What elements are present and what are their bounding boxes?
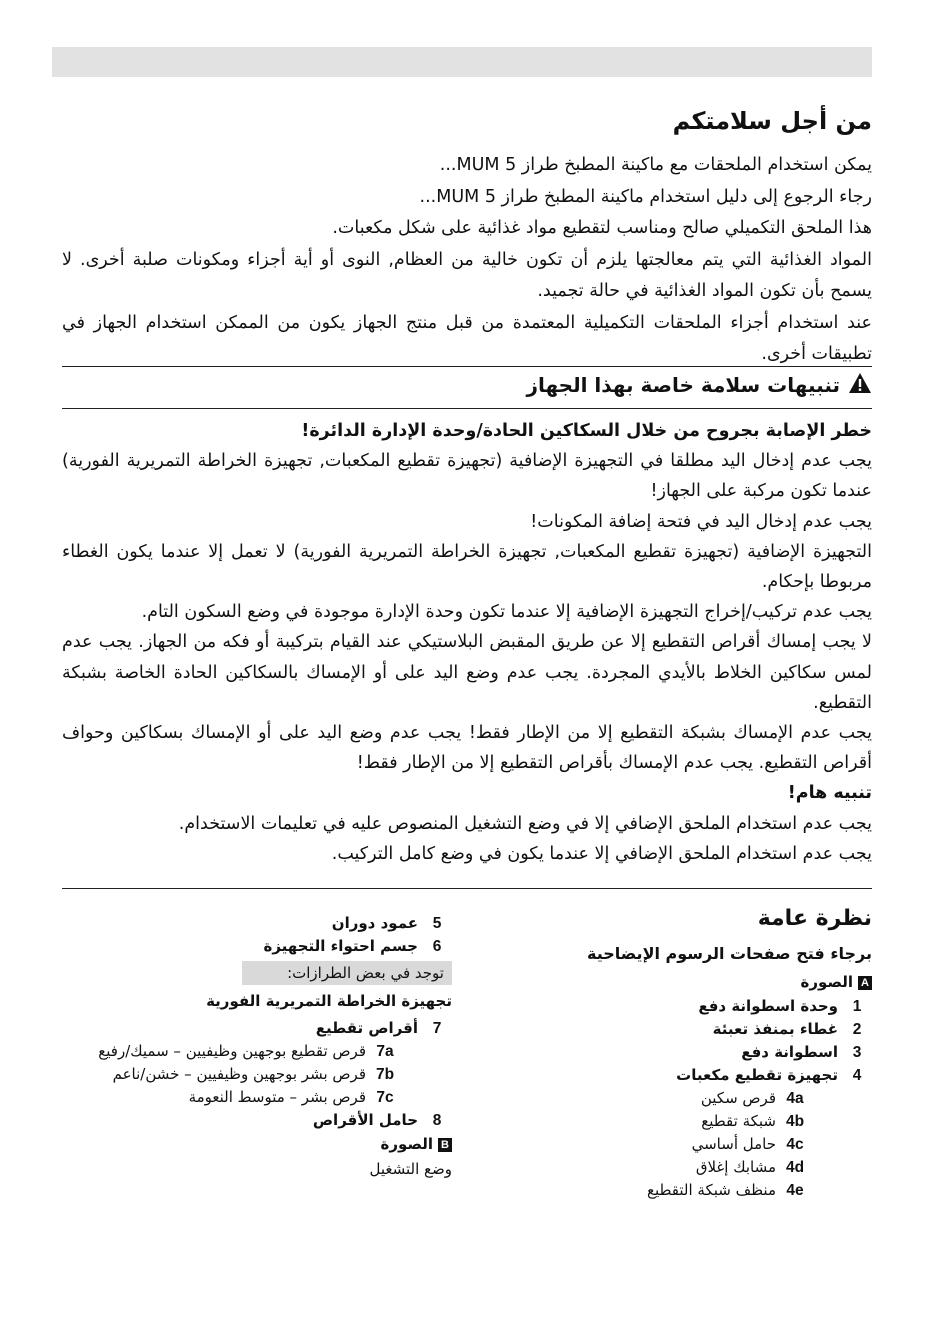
item-label: عمود دوران xyxy=(331,914,418,932)
warning-paragraph: يجب عدم استخدام الملحق الإضافي إلا في وضع التشغيل المنصوص عليه في تعليمات الاستخدام. xyxy=(178,813,872,834)
list-subitem xyxy=(490,1110,872,1133)
item-number: 4b xyxy=(785,1113,805,1130)
safety-paragraph: هذا الملحق التكميلي صالح ومناسب لتقطيع مواد غذائية على شكل مكعبات. xyxy=(332,218,872,238)
safety-paragraph: يمكن استخدام الملحقات مع ماكينة المطبخ طراز MUM 5... xyxy=(439,155,872,175)
operating-mode-text: وضع التشغيل xyxy=(369,1160,452,1178)
list-item xyxy=(490,995,872,1018)
warning-triangle-icon xyxy=(848,372,872,398)
item-label: حامل الأقراص xyxy=(312,1111,418,1129)
list-subitem xyxy=(62,1040,452,1063)
list-subitem xyxy=(490,1087,872,1110)
figure-label-text: الصورة xyxy=(800,973,853,991)
item-label: اسطوانة دفع xyxy=(741,1043,838,1061)
safety-paragraph: المواد الغذائية التي يتم معالجتها يلزم أن تكون خالية من العظام, النوى أو أية أجزاء ومكونات صلبة أخرى. لا يسمح بأن تكون المواد الغذائية في حالة تجميد. xyxy=(62,249,872,301)
item-number: 7a xyxy=(376,1043,394,1060)
notice-title: تنبيه هام! xyxy=(787,783,872,804)
item-label: غطاء بمنفذ تعبئة xyxy=(712,1020,838,1038)
item-number: 5 xyxy=(432,915,442,932)
item-number: 6 xyxy=(432,938,442,955)
list-subitem xyxy=(62,1086,452,1109)
item-number: 4a xyxy=(786,1090,804,1107)
list-item xyxy=(62,935,452,958)
item-number: 4 xyxy=(852,1067,862,1084)
item-number: 2 xyxy=(852,1021,862,1038)
item-label: قرص سكين xyxy=(700,1089,776,1107)
item-label: أقراص تقطيع xyxy=(315,1019,418,1037)
list-subitem xyxy=(490,1133,872,1156)
item-number: 3 xyxy=(852,1044,862,1061)
item-number: 7b xyxy=(375,1066,395,1083)
warning-paragraph: التجهيزة الإضافية (تجهيزة تقطيع المكعبات, تجهيزة الخراطة التمريرية الفورية) لا تعمل إلا عندما يكون الغطاء مربوطا بإحكام. xyxy=(62,541,872,593)
warning-paragraph: يجب عدم تركيب/إخراج التجهيزة الإضافية إلا عندما تكون وحدة الإدارة موجودة في وضع السكون التام. xyxy=(141,602,872,623)
overview-title: نظرة عامة xyxy=(757,906,872,931)
parts-section xyxy=(62,912,452,1181)
item-label: قرص بشر بوجهين وظيفيين – خشن/ناعم xyxy=(112,1065,366,1083)
group-title: تجهيزة الخراطة التمريرية الفورية xyxy=(206,992,452,1010)
item-label: قرص تقطيع بوجهين وظيفيين – سميك/رفيع xyxy=(98,1042,366,1060)
list-subitem xyxy=(62,1063,452,1086)
item-number: 4e xyxy=(786,1182,804,1199)
list-item xyxy=(62,912,452,935)
safety-paragraph: رجاء الرجوع إلى دليل استخدام ماكينة المطبخ طراز MUM 5... xyxy=(419,186,872,207)
figure-label xyxy=(490,970,872,995)
divider xyxy=(62,408,872,409)
item-number: 4c xyxy=(786,1136,804,1153)
warning-paragraph: يجب عدم استخدام الملحق الإضافي إلا عندما يكون في وضع كامل التركيب. xyxy=(331,843,872,864)
item-number: 8 xyxy=(432,1112,442,1129)
item-number: 7c xyxy=(376,1089,394,1106)
figure-label xyxy=(62,1132,452,1157)
item-label: حامل أساسي xyxy=(691,1135,776,1153)
divider xyxy=(62,366,872,367)
figure-letter-badge: B xyxy=(438,1138,452,1152)
list-item xyxy=(62,1017,452,1040)
list-item xyxy=(490,1064,872,1087)
overview-subtitle: برجاء فتح صفحات الرسوم الإيضاحية xyxy=(587,944,872,963)
figure-letter-badge: A xyxy=(858,976,872,990)
list-item xyxy=(490,1018,872,1041)
item-number: 7 xyxy=(432,1020,442,1037)
item-label: قرص بشر – متوسط النعومة xyxy=(188,1088,366,1106)
item-label: وحدة اسطوانة دفع xyxy=(698,997,838,1015)
item-label: مشابك إغلاق xyxy=(695,1158,776,1176)
warning-heading-text: تنبيهات سلامة خاصة بهذا الجهاز xyxy=(526,373,840,397)
warning-paragraph: لا يجب إمساك أقراص التقطيع إلا عن طريق المقبض البلاستيكي عند القيام بتركيبة أو فكه من الجهاز. يجب عدم لمس سكاكين الخلاط بالأيدي المجردة. يجب عدم وضع اليد على أو الإمساك بالسكاكين الحادة الخاصة بشبكة التقطيع. xyxy=(62,632,872,713)
item-number: 1 xyxy=(852,998,862,1015)
item-label: تجهيزة تقطيع مكعبات xyxy=(676,1066,838,1084)
item-label: شبكة تقطيع xyxy=(701,1112,776,1130)
list-subitem xyxy=(490,1179,872,1202)
list-item xyxy=(62,1109,452,1132)
danger-title: خطر الإصابة بجروح من خلال السكاكين الحادة/وحدة الإدارة الدائرة! xyxy=(301,421,872,441)
warning-paragraph: يجب عدم إدخال اليد في فتحة إضافة المكونات! xyxy=(530,511,872,532)
warning-paragraph: يجب عدم إدخال اليد مطلقا في التجهيزة الإضافية (تجهيزة تقطيع المكعبات, تجهيزة الخراطة التمريرية الفورية) عندما تكون مركبة على الجهاز! xyxy=(62,451,872,502)
item-number: 4d xyxy=(785,1159,805,1176)
overview-section xyxy=(490,904,872,1202)
warning-section xyxy=(62,416,872,869)
section-title: من أجل سلامتكم xyxy=(672,107,872,135)
figure-label-text: الصورة xyxy=(380,1135,433,1153)
warning-heading xyxy=(62,370,872,400)
item-label: منظف شبكة التقطيع xyxy=(646,1181,776,1199)
item-label: جسم احتواء التجهيزة xyxy=(263,937,418,955)
warning-paragraph: يجب عدم الإمساك بشبكة التقطيع إلا من الإطار فقط! يجب عدم وضع اليد على أو الإمساك بسكاكين وحواف أقراص التقطيع. يجب عدم الإمساك بأقراص التقطيع إلا من الإطار فقط! xyxy=(62,723,872,774)
list-item xyxy=(490,1041,872,1064)
safety-paragraph: عند استخدام أجزاء الملحقات التكميلية المعتمدة من قبل منتج الجهاز يكون من الممكن استخدام الجهاز في تطبيقات أخرى. xyxy=(62,312,872,364)
list-subitem xyxy=(490,1156,872,1179)
models-note: توجد في بعض الطرازات: xyxy=(242,961,452,985)
safety-section xyxy=(62,104,872,371)
header-bar xyxy=(52,47,872,77)
divider xyxy=(62,888,872,889)
